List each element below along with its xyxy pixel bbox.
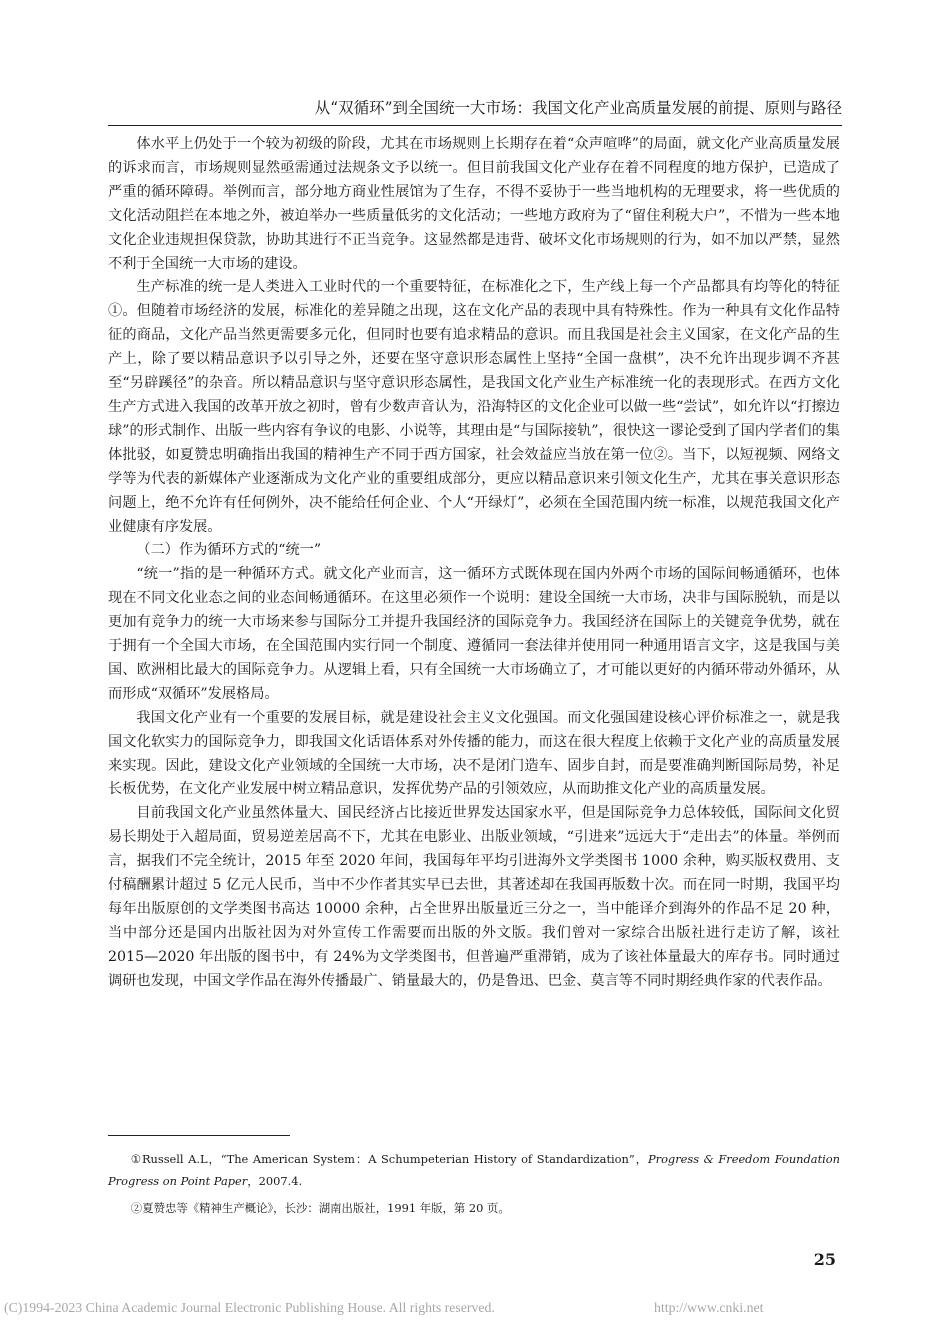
copyright-text: (C)1994-2023 China Academic Journal Electronic Publishing House. All rights reserved. (4, 1300, 495, 1315)
article-body (108, 133, 840, 994)
footnote-1 (108, 1149, 840, 1192)
page-number: 25 (813, 1250, 836, 1269)
footnote-1-suffix: ，2007.4. (247, 1173, 303, 1188)
cnki-link[interactable]: http://www.cnki.net (654, 1300, 764, 1315)
footnote-1-text: ①Russell A.L，“The American System：A Schumpeterian History of Standardization”， (130, 1152, 648, 1166)
body-paragraph: 我国文化产业有一个重要的发展目标，就是建设社会主义文化强国。而文化强国建设核心评价标准之一，就是我国文化软实力的国际竞争力，即我国文化话语体系对外传播的能力，而这在很大程度上依赖于文化产业的高质量发展来实现。因此，建设文化产业领域的全国统一大市场，决不是闭门造车、固步自封，而是要准确判断国际局势，补足长板优势，在文化产业发展中树立精品意识，发挥优势产品的引领效应，从而助推文化产业的高质量发展。 (108, 709, 840, 798)
body-paragraph: 目前我国文化产业虽然体量大、国民经济占比接近世界发达国家水平，但是国际竞争力总体较低，国际间文化贸易长期处于入超局面，贸易逆差居高不下，尤其在电影业、出版业领域，“引进来”远远大于“走出去”的体量。举例而言，据我们不完全统计，2015 年至 2020 年间，我国每年平均引进海外文学类图书 1000 余种，购买版权费用、支付稿酬累计超过 5 亿元人民币，当中不少作者其实早已去世，其著述却在我国再版数十次。而在同一时期，我国平均每年出版原创的文学类图书高达 10000 余种，占全世界出版量近三分之一，当中能译介到海外的作品不足 20 种，当中部分还是国内出版社因为对外宣传工作需要而出版的外文版。我们曾对一家综合出版社进行走访了解，该社 2015—2020 年出版的图书中，有 24%为文学类图书，但普遍严重滞销，成为了该社体量最大的库存书。同时通过调研也发现，中国文学作品在海外传播最广、销量最大的，仍是鲁迅、巴金、莫言等不同时期经典作家的代表作品。 (108, 805, 840, 989)
body-paragraph: “统一”指的是一种循环方式。就文化产业而言，这一循环方式既体现在国内外两个市场的国际间畅通循环，也体现在不同文化业态之间的业态间畅通循环。在这里必须作一个说明：建设全国统一大市场，决非与国际脱轨，而是以更加有竞争力的统一大市场来参与国际分工并提升我国经济的国际竞争力。我国经济在国际上的关键竞争优势，就在于拥有一个全国大市场，在全国范围内实行同一个制度、遵循同一套法律并使用同一种通用语言文字，这是我国与美国、欧洲相比最大的国际竞争力。从逻辑上看，只有全国统一大市场确立了，才可能以更好的内循环带动外循环，从而形成“双循环”发展格局。 (108, 566, 840, 702)
footnote-1-title: Progress & Freedom Foundation Progress on Point Paper (108, 1152, 840, 1188)
section-heading: （二）作为循环方式的“统一” (136, 542, 322, 559)
footnotes (108, 1149, 840, 1226)
footnote-divider (108, 1135, 290, 1136)
copyright-notice (4, 1299, 946, 1317)
running-head: 从“双循环”到全国统一大市场：我国文化产业高质量发展的前提、原则与路径 (314, 99, 842, 117)
body-paragraph: 生产标准的统一是人类进入工业时代的一个重要特征，在标准化之下，生产线上每一个产品都具有均等化的特征①。但随着市场经济的发展，标准化的差异随之出现，这在文化产品的表现中具有特殊性。作为一种具有文化作品特征的商品，文化产品当然更需要多元化，但同时也要有追求精品的意识。而且我国是社会主义国家，在文化产品的生产上，除了要以精品意识予以引导之外，还要在坚守意识形态属性上坚持“全国一盘棋”，决不允许出现步调不齐甚至“另辟蹊径”的杂音。所以精品意识与坚守意识形态属性，是我国文化产业生产标准统一化的表现形式。在西方文化生产方式进入我国的改革开放之初时，曾有少数声音认为，沿海特区的文化企业可以做一些“尝试”，如允许以“打擦边球”的形式制作、出版一些内容有争议的电影、小说等，其理由是“与国际接轨”，很快这一谬论受到了国内学者们的集体批驳，如夏赞忠明确指出我国的精神生产不同于西方国家，社会效益应当放在第一位②。当下，以短视频、网络文学等为代表的新媒体产业逐渐成为文化产业的重要组成部分，更应以精品意识来引领文化生产，尤其在事关意识形态问题上，绝不允许有任何例外，决不能给任何企业、个人“开绿灯”，必须在全国范围内统一标准，以规范我国文化产业健康有序发展。 (108, 279, 840, 535)
footnote-2: ②夏赞忠等《精神生产概论》，长沙：湖南出版社，1991 年版，第 20 页。 (130, 1201, 510, 1215)
body-paragraph: 体水平上仍处于一个较为初级的阶段，尤其在市场规则上长期存在着“众声喧哗”的局面，就文化产业高质量发展的诉求而言，市场规则显然亟需通过法规条文予以统一。但目前我国文化产业存在着不同程度的地方保护，已造成了严重的循环障碍。举例而言，部分地方商业性展馆为了生存，不得不妥协于一些当地机构的无理要求，将一些优质的文化活动阻拦在本地之外，被迫举办一些质量低劣的文化活动；一些地方政府为了“留住利税大户”，不惜为一些本地文化企业违规担保贷款，协助其进行不正当竞争。这显然都是违背、破坏文化市场规则的行为，如不加以严禁，显然不利于全国统一大市场的建设。 (108, 136, 840, 272)
header-divider (108, 125, 842, 126)
